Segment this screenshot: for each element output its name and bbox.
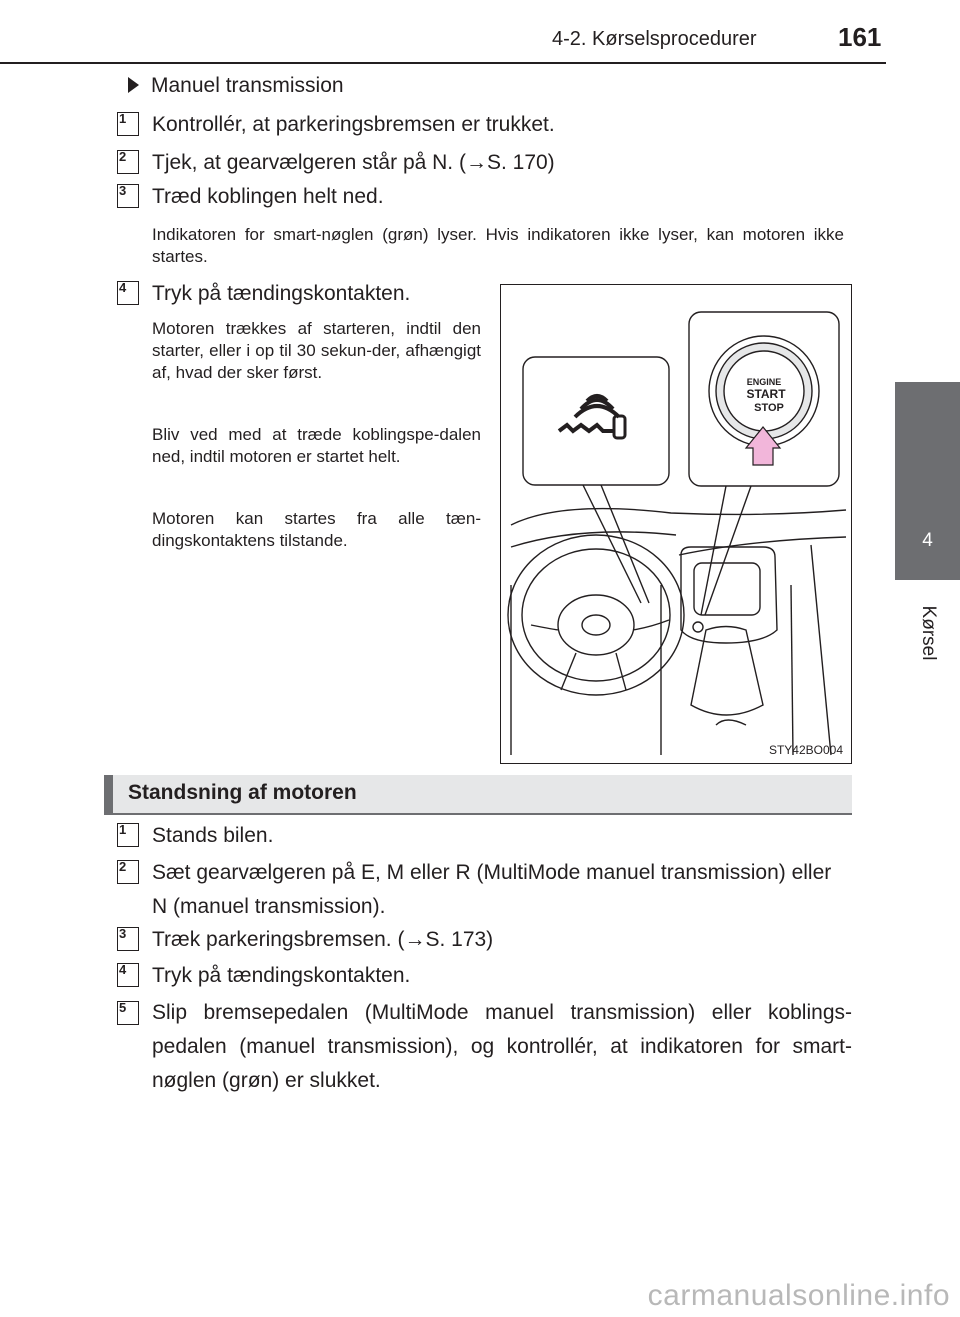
watermark: carmanualsonline.info (647, 1279, 950, 1312)
header-divider (0, 62, 886, 64)
triangle-bullet-icon (128, 77, 139, 93)
step-number: 3 (117, 184, 139, 208)
step-number: 3 (117, 927, 139, 951)
section-title: Standsning af motoren (128, 781, 357, 804)
step-number: 5 (117, 1001, 139, 1025)
step-note: Bliv ved med at træde koblingspe-dalen ned, indtil motoren er startet helt. (152, 425, 481, 466)
step-number: 1 (117, 112, 139, 136)
step-text: Stands bilen. (152, 824, 274, 847)
step-text: Tryk på tændingskontakten. (152, 964, 411, 987)
button-label-engine: ENGINE (746, 377, 782, 387)
step-text: Træd koblingen helt ned. (152, 185, 384, 208)
manual-transmission-title: Manuel transmission (151, 74, 344, 97)
running-header-section: 4-2. Kørselsprocedurer (552, 28, 757, 50)
chapter-number: 4 (922, 530, 933, 551)
figure-code: STY42BO004 (768, 743, 843, 757)
step-text: Kontrollér, at parkeringsbremsen er trukket. (152, 113, 555, 136)
manual-transmission-heading (128, 74, 344, 98)
step-number: 4 (117, 281, 139, 305)
step-number: 4 (117, 963, 139, 987)
button-label-start: START (746, 387, 786, 401)
chapter-tab (895, 382, 960, 580)
step-number: 2 (117, 860, 139, 884)
step-note: Motoren kan startes fra alle tæn-dingskontaktens tilstande. (152, 509, 481, 550)
dashboard-drawing (501, 285, 853, 765)
section-heading-bar (104, 775, 852, 815)
page-number: 161 (838, 22, 882, 52)
step-text: Tryk på tændingskontakten. (152, 282, 411, 305)
step-text: Tjek, at gearvælgeren står på N. (→S. 170) (152, 151, 555, 174)
chapter-title: Kørsel (917, 605, 939, 660)
step-text: Træk parkeringsbremsen. (→S. 173) (152, 928, 494, 951)
dashboard-illustration (500, 284, 852, 764)
step-text: Slip bremsepedalen (MultiMode manuel transmission) eller koblings-pedalen (manuel transmission), og kontrollér, at indikatoren for smart-nøglen (grøn) er slukket. (152, 1001, 852, 1092)
step-number: 2 (117, 150, 139, 174)
step-number: 1 (117, 823, 139, 847)
step-note: Indikatoren for smart-nøglen (grøn) lyser. Hvis indikatoren ikke lyser, kan motoren ikke startes. (152, 225, 844, 266)
step-text: Sæt gearvælgeren på E, M eller R (MultiMode manuel transmission) eller N (manuel transmission). (152, 861, 832, 918)
button-label-stop: STOP (754, 402, 784, 414)
chapter-label (895, 585, 960, 680)
step-note: Motoren trækkes af starteren, indtil den starter, eller i op til 30 sekun-der, afhængigt af, hvad der sker først. (152, 319, 481, 382)
